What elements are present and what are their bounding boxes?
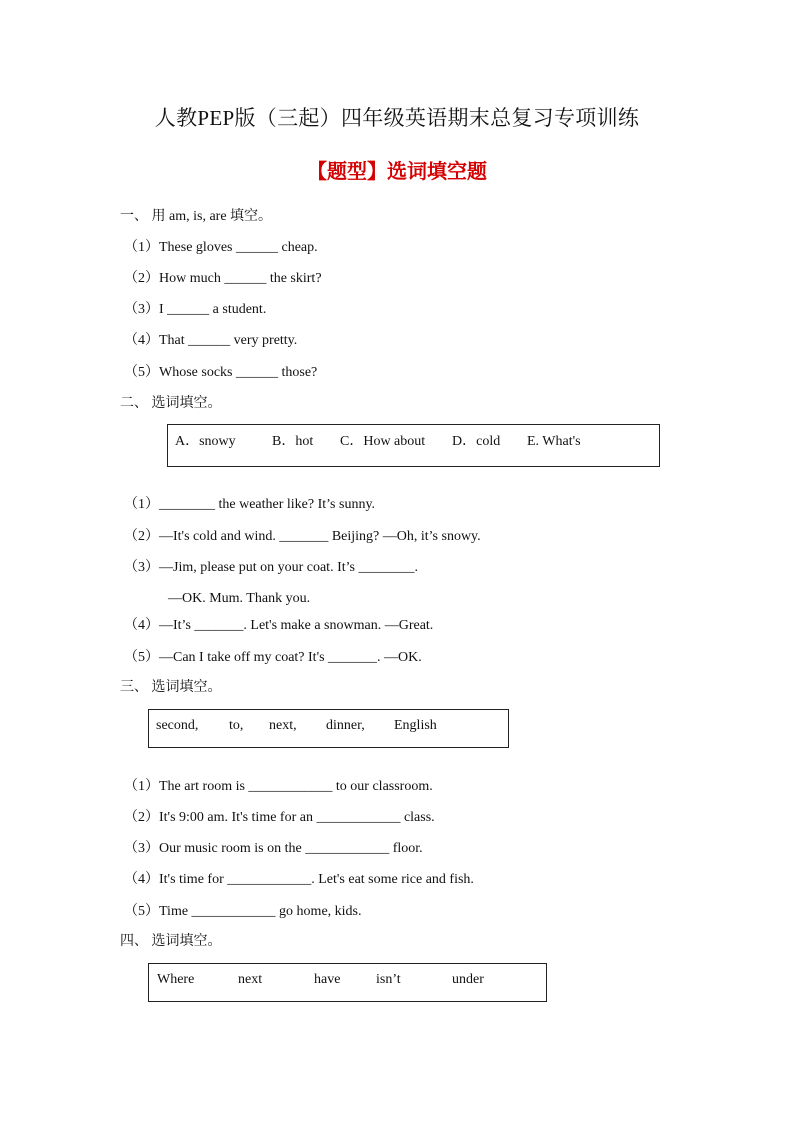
section-4-word-bank: [148, 963, 547, 1002]
word-bank-option: to,: [229, 718, 244, 733]
word-bank-option: English: [394, 718, 437, 733]
section-3-item-5: （5）Time ____________ go home, kids.: [124, 904, 362, 919]
word-bank-option: isn’t: [376, 972, 401, 987]
word-bank-option: C．How about: [340, 434, 426, 449]
section-2-item-3: （3）—Jim, please put on your coat. It’s ________.: [124, 560, 418, 575]
word-bank-option: dinner,: [326, 718, 365, 733]
section-1-item-3: （3）I ______ a student.: [124, 302, 267, 317]
page-title: 人教PEP版（三起）四年级英语期末总复习专项训练: [154, 106, 640, 130]
question-type-subtitle: 【题型】选词填空题: [307, 159, 487, 183]
section-3-item-1: （1）The art room is ____________ to our classroom.: [124, 779, 433, 794]
section-2-item-5: （5）—Can I take off my coat? It's _______. —OK.: [124, 650, 422, 665]
section-2-item-1: （1）________ the weather like? It’s sunny.: [124, 497, 376, 512]
section-1-item-2: （2）How much ______ the skirt?: [124, 271, 322, 286]
section-2-item-4: （4）—It’s _______. Let's make a snowman. —Great.: [124, 618, 434, 633]
word-bank-option: have: [314, 972, 341, 987]
section-3-item-4: （4）It's time for ____________. Let's eat some rice and fish.: [124, 872, 474, 887]
section-4-heading: 四、 选词填空。: [120, 934, 222, 949]
section-3-word-bank: [148, 709, 509, 748]
section-2-item-3-reply: —OK. Mum. Thank you.: [168, 591, 311, 606]
word-bank-option: second,: [156, 718, 199, 733]
word-bank-option: next: [238, 972, 263, 987]
section-2-item-2: （2）—It's cold and wind. _______ Beijing? —Oh, it’s snowy.: [124, 529, 481, 544]
section-3-heading: 三、 选词填空。: [120, 680, 222, 695]
word-bank-option: D．cold: [452, 434, 501, 449]
section-1-heading: 一、 用 am, is, are 填空。: [120, 209, 273, 224]
word-bank-option: E. What's: [527, 434, 581, 449]
section-3-item-2: （2）It's 9:00 am. It's time for an ____________ class.: [124, 810, 435, 825]
section-3-item-3: （3）Our music room is on the ____________ floor.: [124, 841, 423, 856]
section-1-item-5: （5）Whose socks ______ those?: [124, 365, 318, 380]
section-2-heading: 二、 选词填空。: [120, 396, 222, 411]
section-1-item-4: （4）That ______ very pretty.: [124, 333, 298, 348]
section-2-word-bank: [167, 424, 660, 467]
word-bank-option: B．hot: [272, 434, 314, 449]
word-bank-option: next,: [269, 718, 297, 733]
word-bank-option: Where: [157, 972, 195, 987]
word-bank-option: under: [452, 972, 484, 987]
word-bank-option: A．snowy: [175, 434, 236, 449]
section-1-item-1: （1）These gloves ______ cheap.: [124, 240, 318, 255]
